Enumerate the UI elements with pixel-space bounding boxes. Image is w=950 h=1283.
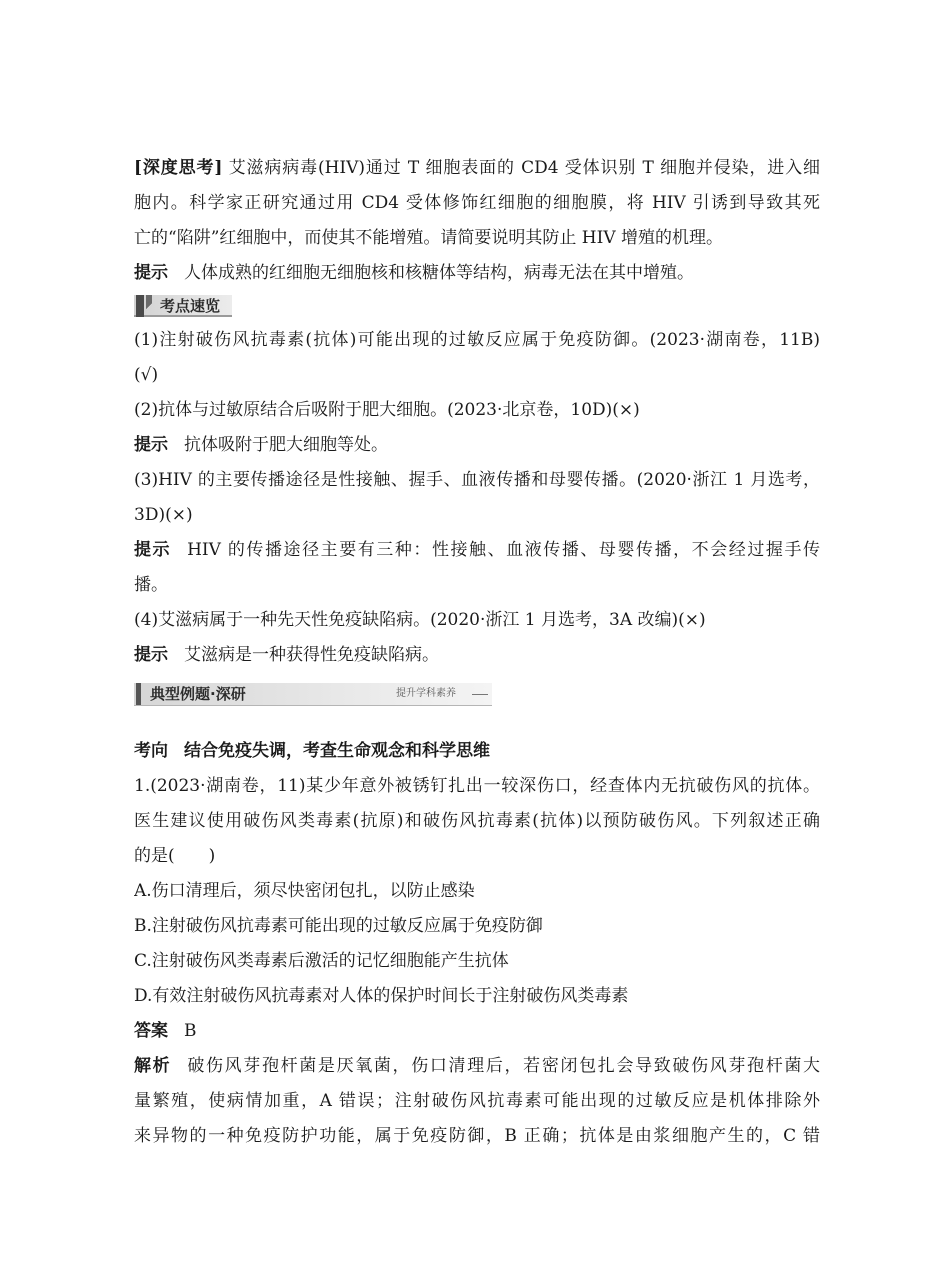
hint-label: 提示 — [134, 645, 168, 665]
overview-item-2: (2)抗体与过敏原结合后吸附于肥大细胞。(2023·北京卷，10D)(×) — [134, 400, 640, 420]
overview-item-3-line-2: 3D)(×) — [134, 505, 193, 525]
question-1-line-1: 1.(2023·湖南卷，11)某少年意外被锈钉扎出一较深伤口，经查体内无抗破伤风的抗体。 — [134, 776, 820, 796]
deep-thinking-line-2: 胞内。科学家正研究通过用 CD4 受体修饰红细胞的细胞膜，将 HIV 引诱到导致其死 — [134, 193, 820, 213]
overview-banner — [134, 295, 232, 317]
banner-tab-icon — [136, 295, 144, 317]
banner-tab-icon — [136, 683, 141, 705]
question-1-option-d: D.有效注射破伤风抗毒素对人体的保护时间长于注射破伤风类毒素 — [134, 986, 629, 1006]
question-1-analysis-line-3: 来异物的一种免疫防护功能，属于免疫防御，B 正确；抗体是由浆细胞产生的，C 错 — [134, 1126, 820, 1146]
hint-label: 提示 — [134, 435, 168, 455]
question-1-analysis-line-1 — [134, 1049, 820, 1084]
examples-banner-title: 典型例题·深研 — [150, 685, 246, 703]
hint-text: 抗体吸附于肥大细胞等处。 — [184, 435, 388, 455]
deep-thinking-hint — [134, 256, 820, 291]
overview-item-3-hint-line-2: 播。 — [134, 575, 168, 595]
overview-item-3-line-1: (3)HIV 的主要传播途径是性接触、握手、血液传播和母婴传播。(2020·浙江 1 月选考， — [134, 470, 820, 490]
direction-label: 考向 — [134, 741, 168, 761]
deep-thinking-line-3: 亡的“陷阱”红细胞中，而使其不能增殖。请简要说明其防止 HIV 增殖的机理。 — [134, 228, 724, 248]
overview-item-4: (4)艾滋病属于一种先天性免疫缺陷病。(2020·浙江 1 月选考，3A 改编)(×) — [134, 610, 706, 630]
examples-banner — [134, 683, 492, 706]
overview-item-2-hint — [134, 428, 820, 463]
question-1-option-b: B.注射破伤风抗毒素可能出现的过敏反应属于免疫防御 — [134, 916, 543, 936]
banner-rule-icon — [472, 694, 488, 695]
deep-thinking-line-1 — [134, 151, 820, 186]
hint-label: 提示 — [134, 540, 172, 560]
question-1-analysis-line-2: 量繁殖，使病情加重，A 错误；注射破伤风抗毒素可能出现的过敏反应是机体排除外 — [134, 1091, 820, 1111]
analysis-label: 解析 — [134, 1056, 172, 1076]
overview-item-4-hint — [134, 638, 820, 673]
direction-text: 结合免疫失调，考查生命观念和科学思维 — [184, 741, 490, 761]
document-page — [134, 151, 820, 1154]
overview-banner-title: 考点速览 — [160, 297, 221, 315]
overview-item-1-line-2: (√) — [134, 365, 159, 385]
banner-notch-icon — [146, 295, 152, 317]
question-1-line-3: 的是( ) — [134, 846, 216, 866]
hint-text: 艾滋病是一种获得性免疫缺陷病。 — [184, 645, 439, 665]
hint-label: 提示 — [134, 263, 168, 283]
answer-label: 答案 — [134, 1021, 168, 1041]
deep-thinking-text: 艾滋病病毒(HIV)通过 T 细胞表面的 CD4 受体识别 T 细胞并侵染，进入细 — [222, 158, 820, 178]
question-1-option-c: C.注射破伤风类毒素后激活的记忆细胞能产生抗体 — [134, 951, 509, 971]
question-1-answer — [134, 1014, 820, 1049]
question-1-option-a: A.伤口清理后，须尽快密闭包扎，以防止感染 — [134, 881, 475, 901]
direction-heading — [134, 734, 820, 769]
hint-text: HIV 的传播途径主要有三种：性接触、血液传播、母婴传播，不会经过握手传 — [187, 540, 820, 560]
spacer — [134, 712, 820, 734]
deep-thinking-label: [深度思考] — [134, 158, 223, 178]
question-1-line-2: 医生建议使用破伤风类毒素(抗原)和破伤风抗毒素(抗体)以预防破伤风。下列叙述正确 — [134, 811, 820, 831]
overview-item-3-hint — [134, 533, 820, 568]
examples-banner-subtitle: 提升学科素养 — [396, 688, 456, 699]
overview-item-1-line-1: (1)注射破伤风抗毒素(抗体)可能出现的过敏反应属于免疫防御。(2023·湖南卷，11B) — [134, 330, 820, 350]
hint-text: 人体成熟的红细胞无细胞核和核糖体等结构，病毒无法在其中增殖。 — [184, 263, 694, 283]
answer-value: B — [184, 1021, 197, 1041]
analysis-text: 破伤风芽孢杆菌是厌氧菌，伤口清理后，若密闭包扎会导致破伤风芽孢杆菌大 — [187, 1056, 820, 1076]
